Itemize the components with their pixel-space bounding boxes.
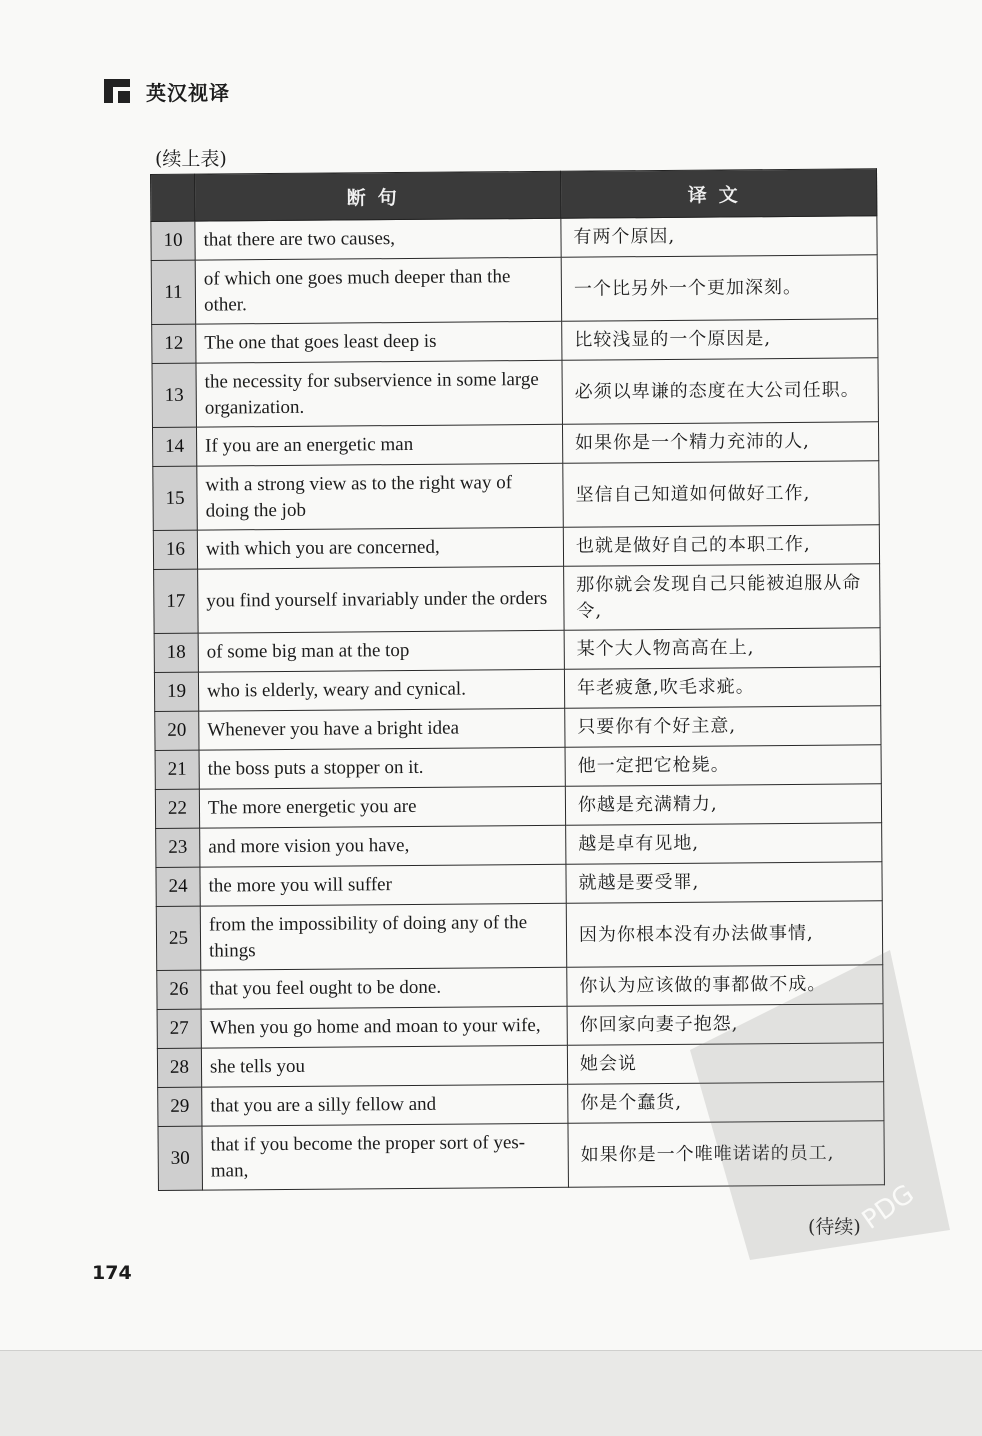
- chinese-translation: 你是个蠢货,: [568, 1082, 884, 1123]
- row-number: 15: [153, 466, 198, 530]
- english-segment: If you are an energetic man: [196, 424, 562, 466]
- row-number: 28: [157, 1048, 201, 1087]
- header-number-cell: [151, 174, 195, 221]
- chinese-translation: 越是卓有见地,: [566, 823, 882, 864]
- row-number: 21: [155, 750, 199, 789]
- english-segment: that there are two causes,: [195, 218, 561, 260]
- table-row: [158, 1121, 884, 1191]
- english-segment: the necessity for subservience in some large organization.: [196, 360, 562, 427]
- chinese-translation: 你认为应该做的事都做不成。: [567, 965, 883, 1006]
- table-row: [153, 461, 879, 531]
- table-row: [157, 1043, 883, 1088]
- row-number: 20: [155, 711, 199, 750]
- chinese-translation: 你越是充满精力,: [565, 784, 881, 825]
- page-number: 174: [92, 1262, 132, 1284]
- table-row: [154, 628, 880, 673]
- english-segment: with which you are concerned,: [197, 527, 563, 569]
- to-be-continued-label: (待续): [808, 1216, 861, 1238]
- table-row: [155, 706, 881, 751]
- english-segment: of some big man at the top: [198, 630, 564, 672]
- english-segment: who is elderly, weary and cynical.: [198, 669, 564, 711]
- chinese-translation: 有两个原因,: [561, 216, 877, 257]
- chinese-translation: 她会说: [567, 1043, 883, 1084]
- english-segment: When you go home and moan to your wife,: [201, 1006, 567, 1048]
- scan-bottom-edge: [0, 1350, 982, 1436]
- row-number: 24: [156, 867, 200, 906]
- table-header-row: [151, 169, 877, 222]
- table-row: [151, 216, 877, 261]
- translation-table: [150, 168, 885, 1191]
- chinese-translation: 如果你是一个唯唯诺诺的员工,: [568, 1121, 884, 1187]
- english-segment: and more vision you have,: [200, 825, 566, 867]
- translation-table-wrapper: [150, 168, 884, 1191]
- english-segment: the more you will suffer: [200, 864, 566, 906]
- english-segment: Whenever you have a bright idea: [199, 708, 565, 750]
- running-header: [104, 76, 230, 106]
- english-segment: from the impossibility of doing any of the things: [200, 903, 566, 970]
- chinese-translation: 坚信自己知道如何做好工作,: [563, 461, 879, 527]
- row-number: 14: [152, 427, 196, 466]
- row-number: 25: [156, 906, 201, 970]
- chinese-translation: 年老疲惫,吹毛求疵。: [564, 667, 880, 708]
- row-number: 12: [152, 324, 196, 363]
- book-title: 英汉视译: [146, 80, 230, 105]
- chinese-translation: 就越是要受罪,: [566, 862, 882, 903]
- table-row: [154, 667, 880, 712]
- chinese-translation: 你回家向妻子抱怨,: [567, 1004, 883, 1045]
- table-row: [152, 422, 878, 467]
- row-number: 26: [157, 970, 201, 1009]
- english-segment: the boss puts a stopper on it.: [199, 747, 565, 789]
- table-row: [157, 965, 883, 1010]
- row-number: 17: [154, 569, 199, 633]
- chapter-mark-icon: [104, 79, 132, 103]
- table-body: [151, 216, 885, 1191]
- english-segment: The more energetic you are: [199, 786, 565, 828]
- row-number: 13: [152, 363, 197, 427]
- english-segment: that you are a silly fellow and: [202, 1084, 568, 1126]
- chinese-translation: 某个大人物高高在上,: [564, 628, 880, 669]
- table-row: [155, 745, 881, 790]
- table-row: [156, 862, 882, 907]
- table-row: [153, 525, 879, 570]
- row-number: 16: [153, 530, 197, 569]
- table-row: [152, 358, 878, 428]
- row-number: 27: [157, 1009, 201, 1048]
- table-row: [158, 1082, 884, 1127]
- english-segment: of which one goes much deeper than the other.: [195, 257, 561, 324]
- chinese-translation: 一个比另外一个更加深刻。: [561, 255, 877, 321]
- table-row: [157, 1004, 883, 1049]
- row-number: 19: [154, 672, 198, 711]
- continued-label: (续上表): [155, 148, 227, 170]
- chinese-translation: 也就是做好自己的本职工作,: [563, 525, 879, 566]
- chinese-translation: 如果你是一个精力充沛的人,: [562, 422, 878, 463]
- table-row: [154, 564, 880, 634]
- chinese-translation: 他一定把它枪毙。: [565, 745, 881, 786]
- table-row: [152, 319, 878, 364]
- row-number: 29: [158, 1087, 202, 1126]
- row-number: 22: [155, 789, 199, 828]
- table-row: [156, 823, 882, 868]
- header-segment: 断句: [195, 171, 561, 221]
- row-number: 18: [154, 633, 198, 672]
- chinese-translation: 比较浅显的一个原因是,: [562, 319, 878, 360]
- english-segment: with a strong view as to the right way of doing the job: [197, 463, 563, 530]
- table-row: [155, 784, 881, 829]
- row-number: 10: [151, 221, 195, 260]
- english-segment: that you feel ought to be done.: [201, 967, 567, 1009]
- chinese-translation: 那你就会发现自己只能被迫服从命令,: [564, 564, 880, 630]
- row-number: 30: [158, 1126, 203, 1190]
- header-translation: 译文: [560, 169, 876, 218]
- chinese-translation: 因为你根本没有办法做事情,: [566, 901, 882, 967]
- english-segment: you find yourself invariably under the orders: [198, 566, 564, 633]
- english-segment: that if you become the proper sort of yes-man,: [202, 1123, 568, 1190]
- chinese-translation: 必须以卑谦的态度在大公司任职。: [562, 358, 878, 424]
- row-number: 23: [156, 828, 200, 867]
- table-row: [151, 255, 877, 325]
- table-row: [156, 901, 882, 971]
- chinese-translation: 只要你有个好主意,: [565, 706, 881, 747]
- english-segment: she tells you: [201, 1045, 567, 1087]
- english-segment: The one that goes least deep is: [196, 321, 562, 363]
- row-number: 11: [151, 260, 196, 324]
